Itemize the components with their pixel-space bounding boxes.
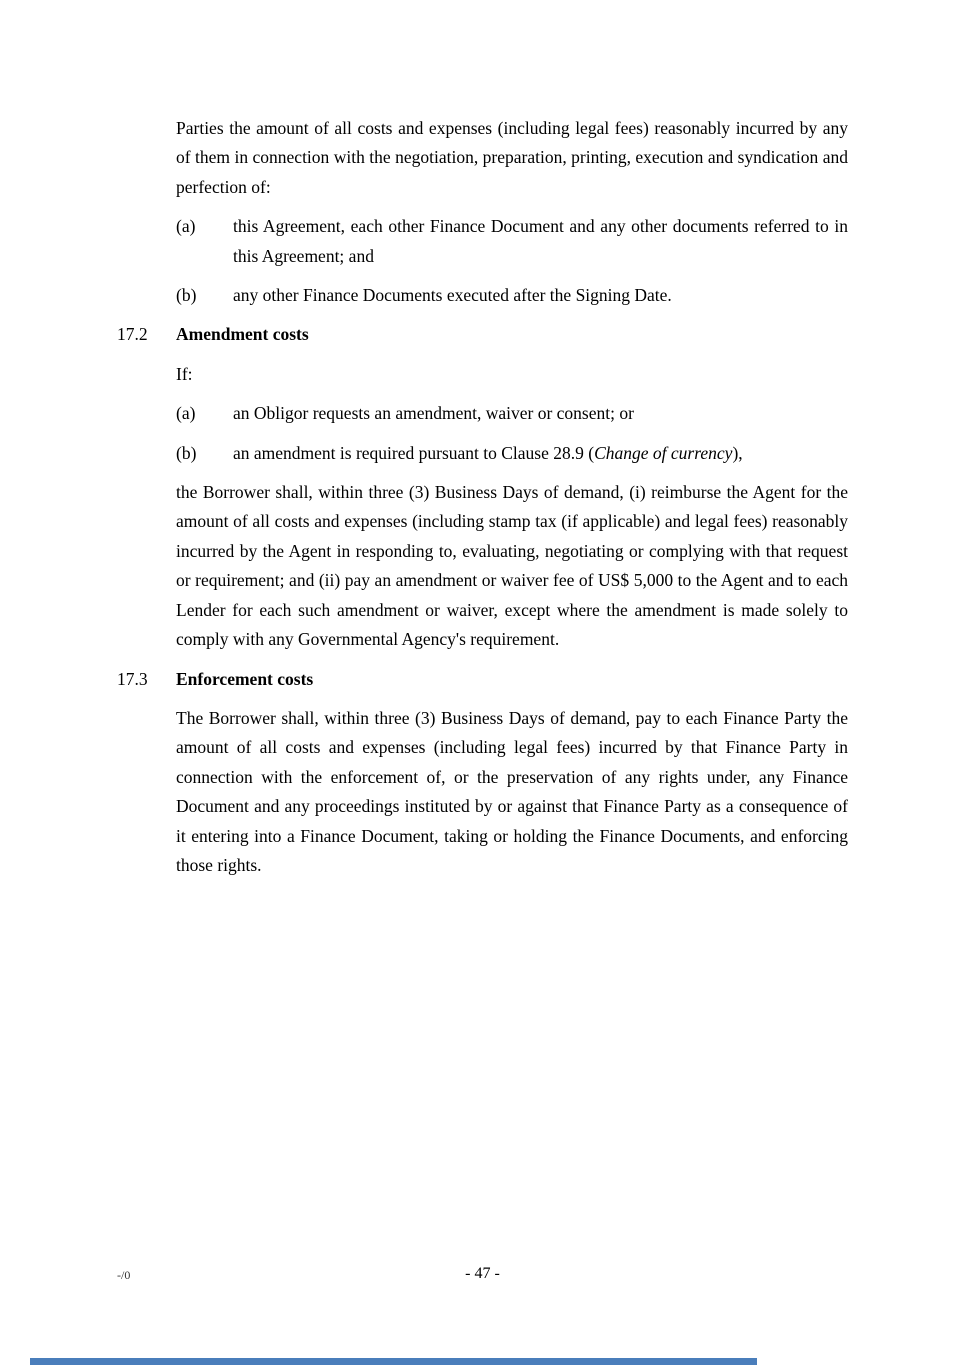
list-item-text: an Obligor requests an amendment, waiver or consent; or — [233, 403, 634, 424]
list-item — [176, 399, 848, 428]
list-item-label: (a) — [176, 403, 196, 424]
section-heading-17-2 — [117, 320, 848, 349]
page-number: - 47 - — [465, 1265, 500, 1282]
section-number: 17.3 — [117, 668, 148, 689]
bottom-highlight-bar — [30, 1358, 757, 1365]
section-17-2-lead: If: — [176, 363, 193, 384]
list-item-text — [233, 439, 848, 468]
list-item-text-before: an amendment is required pursuant to Clause 28.9 ( — [233, 442, 595, 463]
section-17-2-body: the Borrower shall, within three (3) Business Days of demand, (i) reimburse the Agent for the amount of all costs and expenses (including stamp tax (if applicable) and legal fees) reasonably incurred by the Agent in responding to, evaluating, negotiating or complying with that request or requirement; and (ii) pay an amendment or waiver fee of US$ 5,000 to the Agent and to each Lender for each such amendment or waiver, except where the amendment is made solely to comply with any Governmental Agency's requirement. — [176, 482, 848, 650]
section-title: Enforcement costs — [176, 668, 314, 689]
list-item-text-after: ), — [732, 442, 743, 463]
list-item-label: (b) — [176, 442, 197, 463]
section-17-3-body: The Borrower shall, within three (3) Business Days of demand, pay to each Finance Party the amount of all costs and expenses (including legal fees) incurred by that Finance Party in connection with the enforcement of, or the preservation of any rights under, any Finance Document and any proceedings instituted by or against that Finance Party as a consequence of it entering into a Finance Document, taking or holding the Finance Documents, and enforcing those rights. — [176, 707, 848, 875]
list-item — [176, 281, 848, 310]
section-heading-17-3 — [117, 665, 848, 694]
footer-document-reference: -/0 — [117, 1268, 131, 1282]
intro-paragraph: Parties the amount of all costs and expenses (including legal fees) reasonably incurred by any of them in connection with the negotiation, preparation, printing, execution and syndication and perfection of: — [176, 118, 848, 197]
list-item — [176, 212, 848, 271]
list-item — [176, 439, 848, 468]
list-item-text: any other Finance Documents executed after the Signing Date. — [233, 285, 672, 306]
section-title: Amendment costs — [176, 324, 309, 345]
list-item-label: (a) — [176, 216, 196, 237]
page-content — [117, 0, 848, 890]
list-item-label: (b) — [176, 285, 197, 306]
section-number: 17.2 — [117, 324, 148, 345]
clause-reference-italic: Change of currency — [594, 442, 733, 463]
list-item-text: this Agreement, each other Finance Document and any other documents referred to in this Agreement; and — [233, 216, 848, 266]
